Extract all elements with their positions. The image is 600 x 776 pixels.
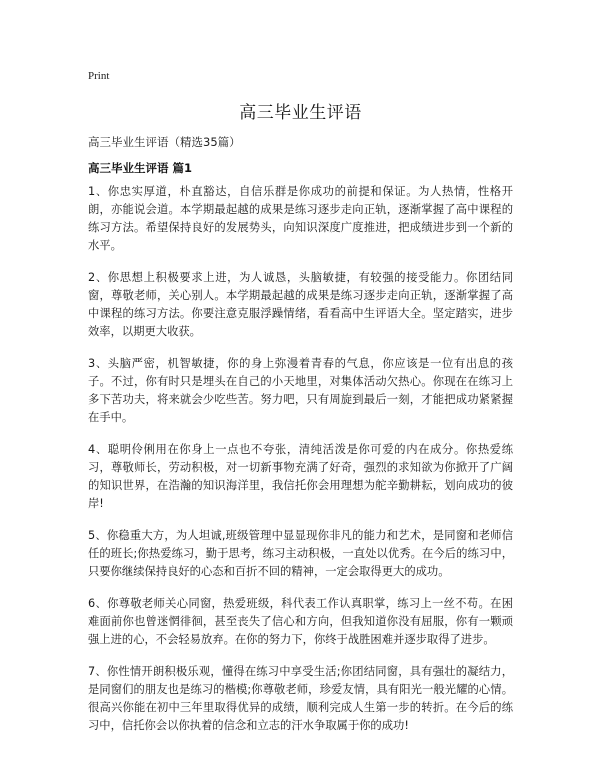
comment-paragraph-2: 2、你思想上积极要求上进，为人诚恳，头脑敏捷，有较强的接受能力。你团结同窗，尊敬老师，关心别人。本学期最起越的成果是练习逐步走向正轨，逐渐掌握了高中课程的练习方法。你要注意克服浮躁情绪，看看高中生评语大全。坚定踏实，进步效率，以期更大收获。 xyxy=(88,271,513,338)
print-link[interactable]: Print xyxy=(88,70,110,82)
comment-paragraph-4: 4、聪明伶俐用在你身上一点也不夸张，清纯活泼是你可爱的内在成分。你热爱练习，尊敬师长，劳动积极，对一切新事物充满了好奇，强烈的求知欲为你掀开了广阔的知识世界，在浩瀚的知识海洋里，我信托你会用理想为舵辛勤耕耘，划向成功的彼岸! xyxy=(88,443,513,510)
comment-paragraph-5: 5、你稳重大方，为人坦诚,班级管理中显显现你非凡的能力和艺术，是同窗和老师信任的班长;你热爱练习，勤于思考，练习主动积极，一直处以优秀。在今后的练习中，只要你继续保持良好的心态和百折不回的精神，一定会取得更大的成功。 xyxy=(88,529,513,578)
comment-paragraph-7: 7、你性情开朗积极乐观，懂得在练习中享受生活;你团结同窗，具有强壮的凝结力，是同窗们的朋友也是练习的楷模;你尊敬老师，珍爱友情，具有阳光一般光耀的心情。很高兴你能在初中三年里取得优异的成绩，顺利完成人生第一步的转折。在今后的练习中，信托你会以你执着的信念和立志的汗水争取属于你的成功! xyxy=(88,665,513,732)
page-title: 高三毕业生评语 xyxy=(239,103,362,123)
document-page xyxy=(88,0,513,776)
section-heading: 高三毕业生评语 篇1 xyxy=(88,161,193,175)
document-subtitle: 高三毕业生评语（精选35篇） xyxy=(88,135,241,149)
comment-paragraph-3: 3、头脑严密，机智敏捷，你的身上弥漫着青春的气息，你应该是一位有出息的孩子。不过，你有时只是埋头在自己的小天地里，对集体活动欠热心。你现在在练习上多下苦功夫，将来就会少吃些苦。努力吧，只有周旋到最后一刻，才能把成功紧紧握在手中。 xyxy=(88,357,513,424)
comment-paragraph-1: 1、你忠实厚道，朴直豁达，自信乐群是你成功的前提和保证。为人热情，性格开朗，亦能说会道。本学期最起越的成果是练习逐步走向正轨，逐渐掌握了高中课程的练习方法。希望保持良好的发展势头，向知识深度广度推进，把成绩进步到一个新的水平。 xyxy=(88,185,513,252)
comment-paragraph-6: 6、你尊敬老师关心同窗，热爱班级，科代表工作认真职掌，练习上一丝不苟。在困难面前你也曾迷惘徘徊，甚至丧失了信心和方向，但我知道你没有屈服，你有一颗顽强上进的心，不会轻易放弃。在你的努力下，你终于战胜困难并逐步取得了进步。 xyxy=(88,597,513,646)
comment-list xyxy=(88,183,513,749)
